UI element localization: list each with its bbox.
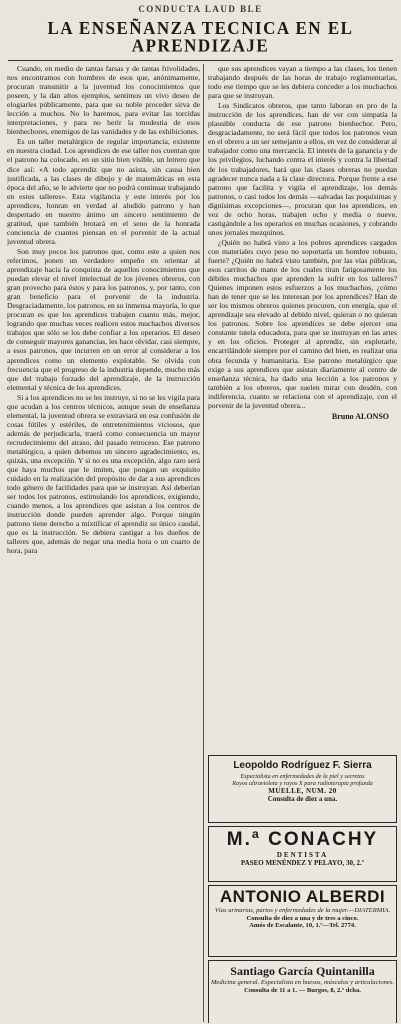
article-column-left: [7, 64, 200, 1022]
ad-alberdi-address: Amós de Escalante, 10, 1.º—Tel. 2774.: [249, 922, 356, 930]
ad-alberdi: [208, 885, 397, 957]
article-paragraph: Si a los aprendices no se les instruye, si no se les vigila para que acudan a los centros técnicos, aunque sean de enseñanza elemental, la juventud obrera se extraviará en esa confusión de cosas fútiles y estériles, de entretenimientos viciosos, que además de perjudicarla, traerá como consecuencia un mayor recrudecimiento del atraso, del pasado retroceso. Ese patrono metalúrgico, a quien debemos un sincero agradecimiento, es, quizás, una excepción. Y si no es una excepción, algo raro será que haya muchos que le imiten, que pongan un exquisito cuidado en la realización del propósito de dar a sus aprendices todo género de facilidades para que se instruyan. Así deberían ser todos los patronos, estimulando los aprendices, exigiendo, cuando menos, a los aprendices que asistan a los centros de instrucción donde pueden aprender algo. Porque ningún patrono tiene derecho a mixtificar el aprendiz su único caudal, que es la instrucción. Se debiera castigar a los dueños de talleres que, además de negar una media hora o un cuarto de hora, para: [7, 392, 200, 556]
article-paragraph: ¿Quién no habrá visto a los pobres aprendices cargados con materiales cuyo peso no soportaría un hombre robusto, fuerte? ¿Quién no habrá visto también, por las vías públicas, esos carritos de mano de los cuales tiran fatigosamente los débiles muchachos que aprenden la sufrir en los talleres? Quienes imponen estos esfuerzos a los muchachos, ¿cómo han de tener que se les interesan por los aprendices? Han de ser los mismos obreros quienes procuren, con energía, que el aprendizaje sea elevado al debido nivel, quieran o no quieran los patronos. Sobre los aprendices se debe ejercer una constante tutela educadora, para que se instruyan en las artes y en los oficios. Proteger al aprendiz, sin explotarle, encarrilándole siempre por el camino del bien, es realizar una obra fecunda y humanitaria. Ese patrono metalúrgico que exige a sus aprendices que asistan diariamente al centro de enseñanza técnica, ha dado una lección a los patronos y también a los obreros, que suelen mirar con desdén, con indiferencia, cuanto se relaciona con el aprendizaje, con el porvenir de la juventud obrera...: [208, 237, 397, 410]
ad-quintanilla: [208, 960, 397, 1023]
ad-sierra-address: MUELLE, NUM. 20: [268, 787, 337, 795]
ad-alberdi-specialty: Vías urinarias, partos y enfermedades de la mujer.—DIATERMIA.: [214, 907, 391, 914]
ad-conachy-role: DENTISTA: [276, 851, 329, 859]
ad-quintanilla-hours: Consulta de 11 a 1. — Burgos, 8, 2.º dcha.: [244, 986, 361, 994]
running-head: CONDUCTA LAUD BLE: [138, 4, 263, 14]
ad-alberdi-name: ANTONIO ALBERDI: [219, 887, 386, 906]
ad-conachy-address: PASEO MENÉNDEZ Y PELAYO, 30, 2.º: [240, 859, 365, 867]
ad-conachy-name: M.ª CONACHY: [226, 829, 379, 850]
ad-quintanilla-specialty: Medicina general. Especialista en huesos, músculos y articulaciones.: [210, 979, 395, 986]
ad-sierra: [208, 755, 397, 823]
ad-alberdi-hours: Consulta de diez a una y de tres a cinco.: [246, 914, 359, 922]
article-paragraph: Los Sindicatos obreros, que tanto laboran en pro de la instrucción de los aprendices, han de ver con simpatía la plausible conducta de ese patrono bienhechor. Pero, desgraciadamente, no será fácil que todos los patronos vean en el obrero a un ser semejante a ellos, en vez de considerar al trabajador como una mercancía. El interés de la ganancia y de los privilegios, luchando contra el interés y contra la libertad de los trabajadores, hará que las clases obreras no puedan agradecer nunca nada a la clase directora. Porque frente a ese patrono que facilita y vigila el aprendizaje, los demás patronos, o casi todos los demás —salvadas las poquísimas y dignísimas excepciones—, procuran que los aprendices, en vez de ocho horas, trabajen ocho y media o nueve, castigándole a los operarios en muchas ocasiones, y cobrando unos jornales mezquinos.: [208, 101, 397, 237]
ad-sierra-specialty: Especialista en enfermedades de la piel y secretas: [240, 773, 365, 780]
article-author: Bruno ALONSO: [331, 411, 389, 421]
column-divider: [203, 64, 204, 1022]
article-paragraph: Cuando, en medio de tantas farsas y de tantas frivolidades, nos encontramos con hombres de esos que, anónimamente, procuran transmitir a la juventud los conocimientos que poseen, y la dan altos ejemplos, sentimos un vivo deseo de elogiarles públicamente, para que su noble proceder sirva de lección a muchos. No lo haremos, para evitar las torcidas interpretaciones, y para no herir la modestia de esos bienhechores, enemigos de las vanidades y de las exhibiciones.: [7, 64, 200, 137]
article-paragraph: Son muy pocos los patronos que, como este a quien nos referimos, ponen un verdadero empeño en orientar al aprendizaje hacia la conquista de aquellos conocimientos que puedan elevar el nivel intelectual de los jóvenes obreros, con gran provecho para éstos y para los patronos, y, por tanto, con gran beneficio para el porvenir de la industria. Desgraciadamente, los patronos, en su inmensa mayoría, lo que procuran es que los aprendices trabajen cuanto más, mejor, logrando que muchas veces realicen estos muchachos diversos trabajos que sólo se los debe confiar a los operarios. El deseo de conseguir mayores ganancias, les hace olvidar, casi siempre, a esos patronos, que incurren en un error al considerar a los aprendices como un elemento explotable. Se olvida con frecuencia que el progreso de la industria depende, mucho más que del trabajo forzado del aprendizaje, de la instrucción elemental y técnica de los aprendices.: [7, 246, 200, 392]
advertisements: [208, 0, 397, 1024]
ad-conachy: [208, 826, 397, 882]
article-paragraph: que sus aprendices vayan a tiempo a las clases, los tienen trabajando después de las horas de trabajo reglamentarias, todo ese tiempo que se les debiera conceder a los muchachos para que se instruyan.: [208, 64, 397, 101]
ad-sierra-name: Leopoldo Rodríguez F. Sierra: [233, 760, 372, 771]
headline-line-1: LA ENSEÑANZA TECNICA EN EL: [47, 18, 354, 39]
ad-quintanilla-name: Santiago García Quintanilla: [230, 964, 375, 978]
ad-sierra-hours: Consulta de diez a una.: [267, 795, 338, 803]
headline-line-2: APRENDIZAJE: [131, 35, 270, 56]
ad-sierra-service: Rayos ultravioleta y rayos X para radioterapia profunda: [232, 780, 373, 787]
article-paragraph: Es un taller metalúrgico de regular importancia, existente en nuestra ciudad. Los aprendices de ese taller nos cuentan que el patrono ha colocado, en un sitio bien visible, un letrero que dice así: «A todo aprendiz que no asista, sin causa bien justificada, a las clases de dibujo y de matemáticas en esta época del año, se le advierte que no podrá continuar trabajando en estos talleres». Esta vigilancia y este interés por los aprendices, honran en verdad al aludido patrono y han despertado en nuestro ánimo un sincero sentimiento de gratitud, que también brotará en el seno de la honrada conciencia de cuantos piensan en el porvenir de la actual juventud obrera.: [7, 137, 200, 246]
